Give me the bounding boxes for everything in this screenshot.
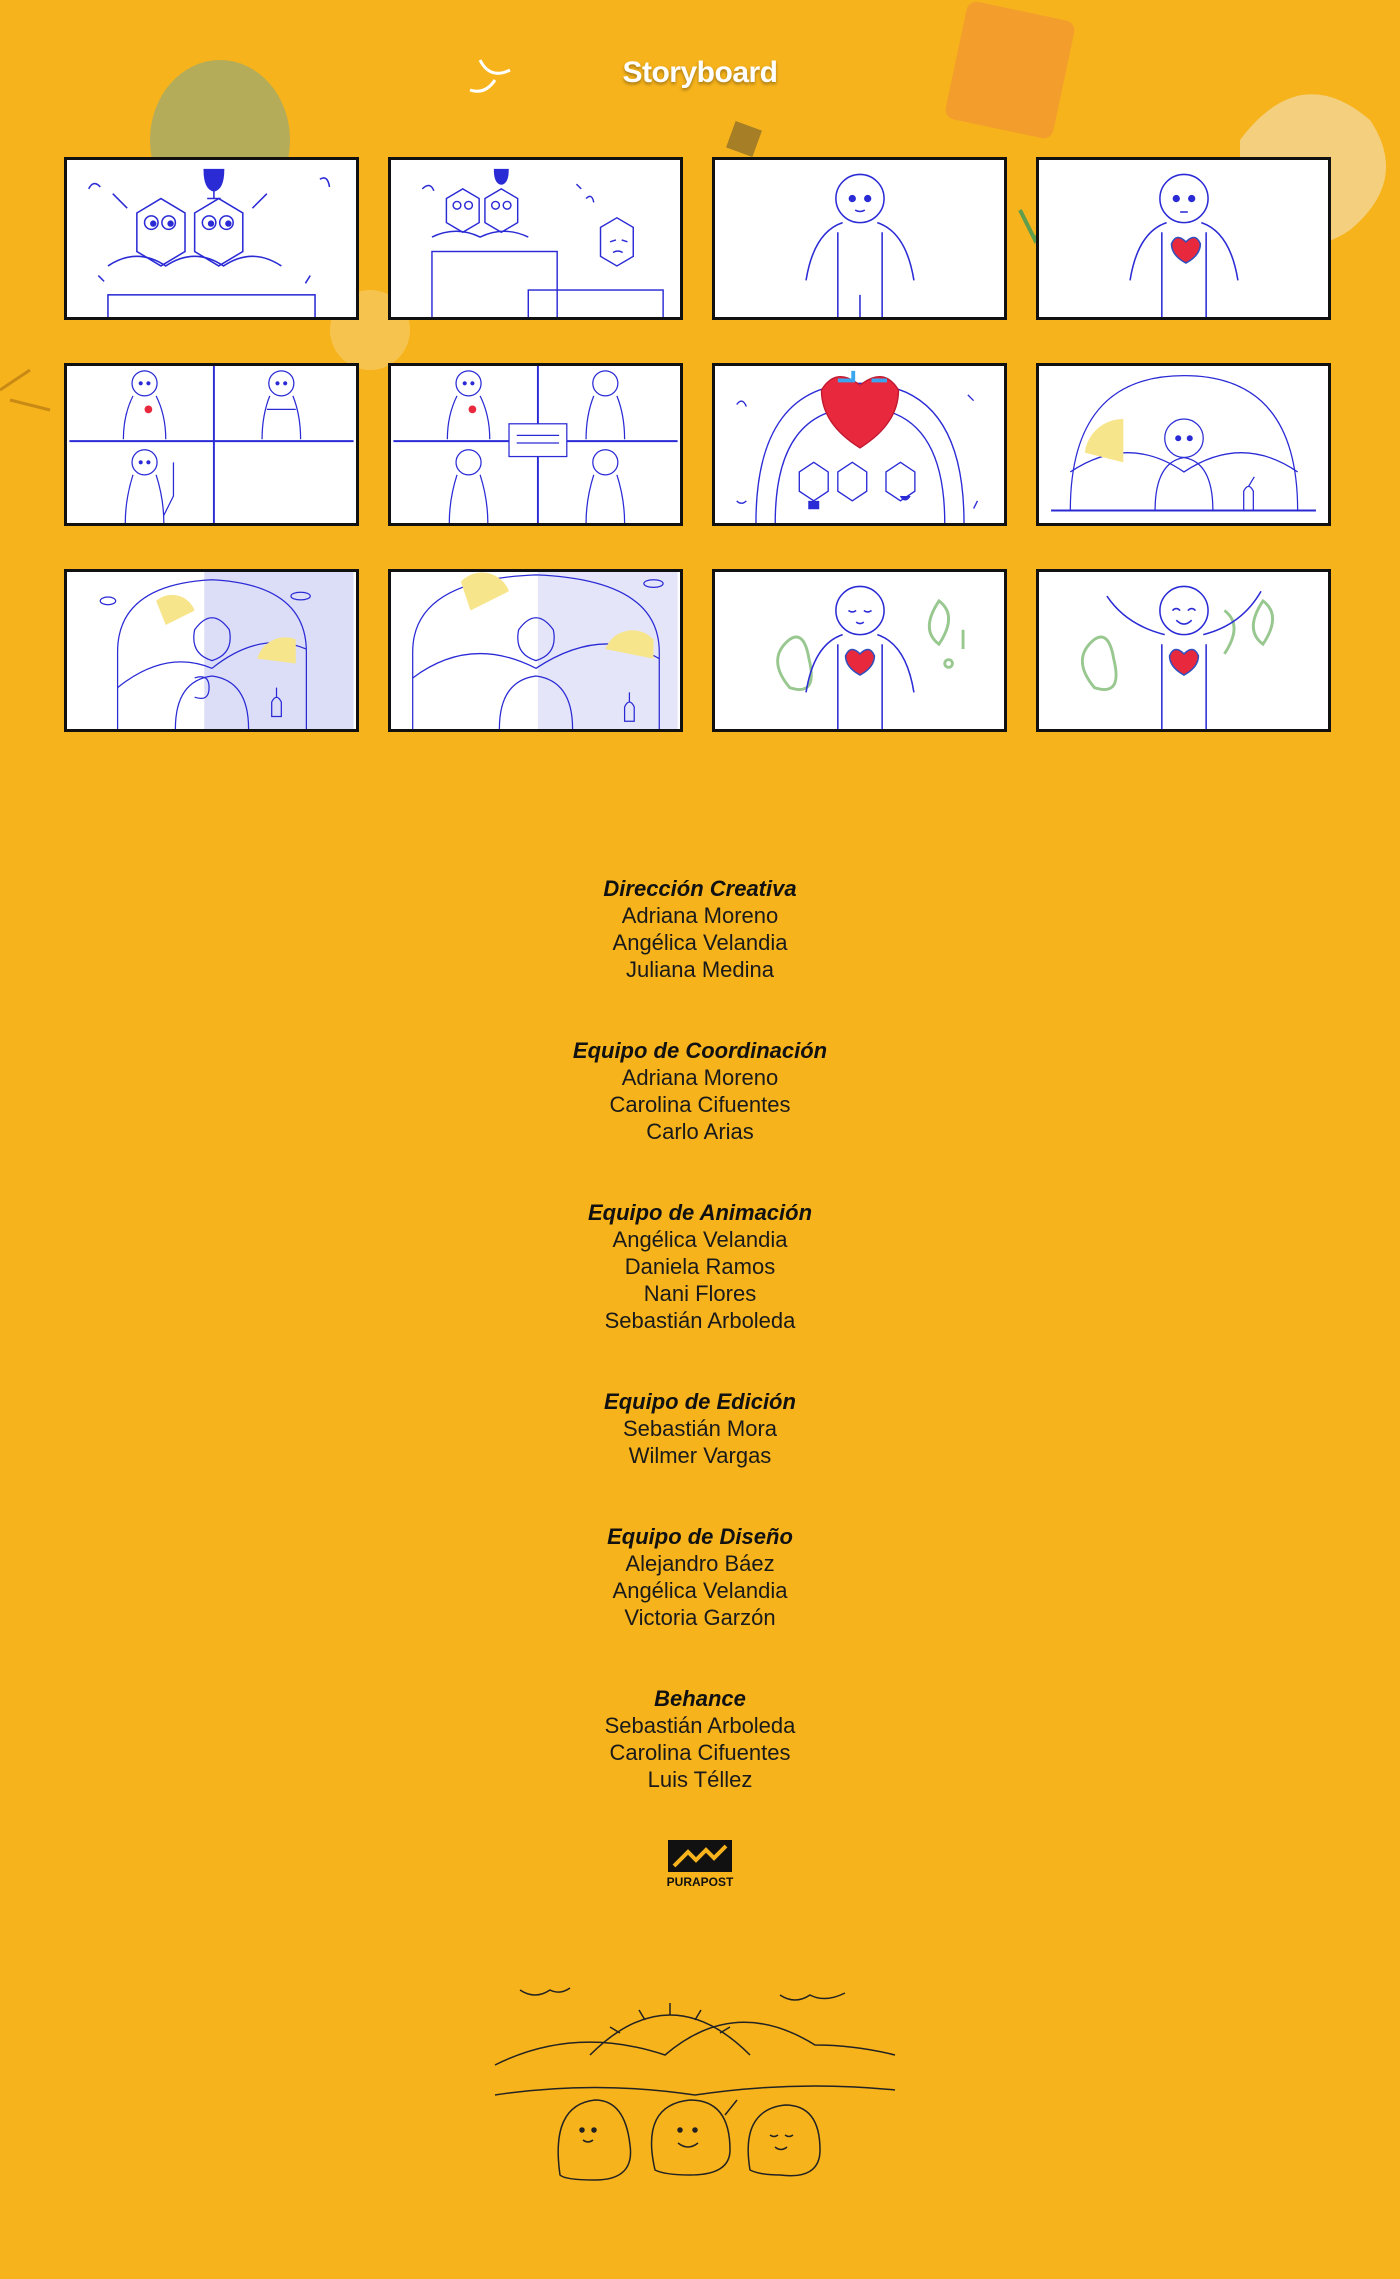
credit-name: Sebastián Arboleda — [604, 1713, 796, 1738]
credit-name: Sebastián Arboleda — [604, 1308, 796, 1333]
credit-group — [0, 1388, 1400, 1469]
credit-name: Carlo Arias — [646, 1119, 754, 1144]
storyboard-panel[interactable] — [1036, 569, 1331, 732]
credit-role: Behance — [654, 1686, 746, 1711]
credit-name: Juliana Medina — [626, 957, 774, 982]
credit-name: Luis Téllez — [647, 1767, 753, 1792]
credit-name: Angélica Velandia — [612, 930, 788, 955]
credit-name: Adriana Moreno — [621, 1065, 779, 1090]
credit-name: Victoria Garzón — [624, 1605, 776, 1630]
credit-name: Carolina Cifuentes — [609, 1092, 791, 1117]
storyboard-panel[interactable] — [64, 363, 359, 526]
credit-group — [0, 875, 1400, 983]
credit-name: Nani Flores — [643, 1281, 757, 1306]
credit-name: Adriana Moreno — [621, 903, 779, 928]
storyboard-panel[interactable] — [388, 363, 683, 526]
credit-name: Angélica Velandia — [612, 1578, 788, 1603]
storyboard-panel[interactable] — [64, 569, 359, 732]
storyboard-panel[interactable] — [388, 569, 683, 732]
storyboard-panel[interactable] — [1036, 363, 1331, 526]
credit-name: Angélica Velandia — [612, 1227, 788, 1252]
credit-group — [0, 1523, 1400, 1631]
credit-name: Carolina Cifuentes — [609, 1740, 791, 1765]
footer-illustration — [490, 1975, 910, 2185]
credit-group — [0, 1037, 1400, 1145]
credit-role: Equipo de Edición — [604, 1389, 796, 1414]
credit-name: Wilmer Vargas — [628, 1443, 772, 1468]
storyboard-panel[interactable] — [712, 363, 1007, 526]
credit-role: Equipo de Diseño — [607, 1524, 793, 1549]
credit-role: Equipo de Coordinación — [572, 1038, 828, 1063]
credit-role: Equipo de Animación — [587, 1200, 813, 1225]
storyboard-panel[interactable] — [712, 569, 1007, 732]
storyboard-grid — [64, 157, 1337, 737]
storyboard-panel[interactable] — [1036, 157, 1331, 320]
logo-text: PURAPOST — [666, 1875, 734, 1889]
credit-name: Alejandro Báez — [625, 1551, 775, 1576]
credit-name: Sebastián Mora — [622, 1416, 778, 1441]
credit-group — [0, 1199, 1400, 1334]
credit-group — [0, 1685, 1400, 1793]
storyboard-panel[interactable] — [64, 157, 359, 320]
storyboard-panel[interactable] — [712, 157, 1007, 320]
credit-role: Dirección Creativa — [603, 876, 797, 901]
credit-name: Daniela Ramos — [624, 1254, 776, 1279]
page-title: Storyboard — [622, 56, 778, 89]
credits-section — [0, 875, 1400, 1847]
storyboard-panel[interactable] — [388, 157, 683, 320]
